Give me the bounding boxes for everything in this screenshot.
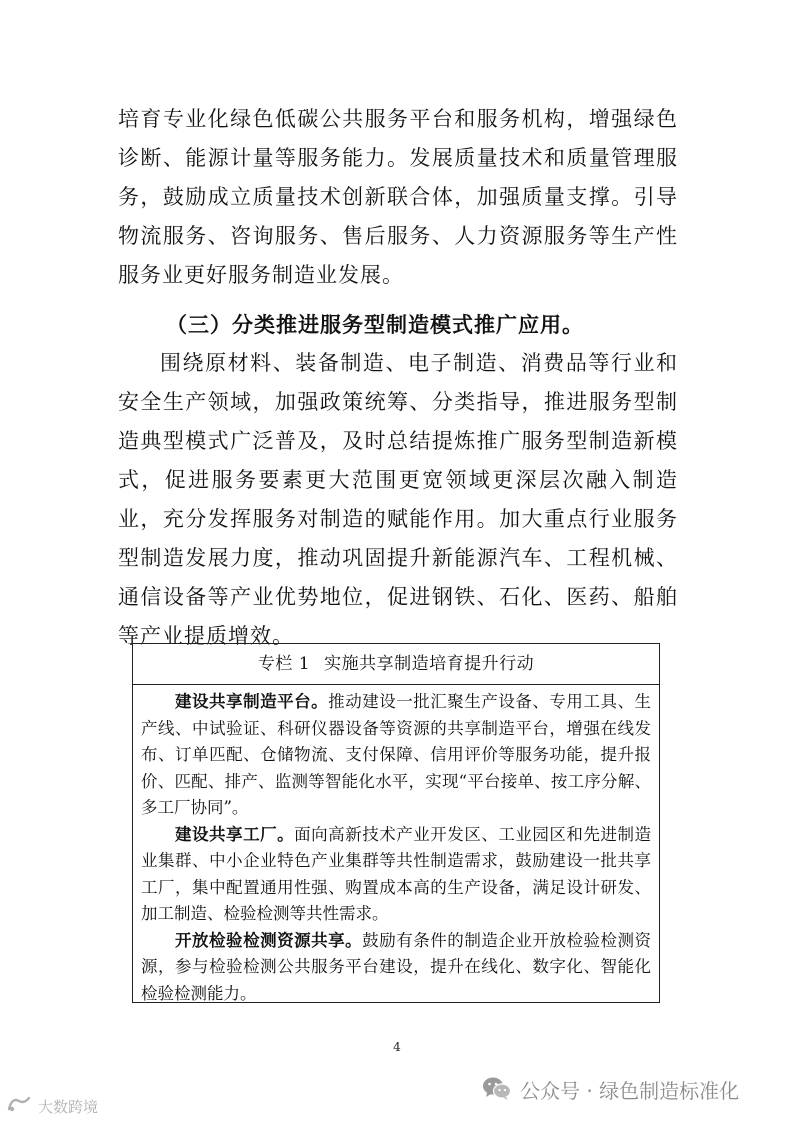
feature-item-1: [141, 689, 651, 822]
corner-watermark-text: 大数跨境: [38, 1097, 99, 1116]
corner-watermark: [6, 1093, 98, 1119]
feature-item-3: [141, 928, 651, 1008]
section-heading: （三）分类推进服务型制造模式推广应用。: [166, 312, 584, 337]
feature-item-2-lead: 建设共享工厂。: [175, 824, 295, 844]
body-paragraph-2: 围绕原材料、装备制造、电子制造、消费品等行业和安全生产领域，加强政策统筹、分类指导，推进服务型制造典型模式广泛普及，及时总结提炼推广服务型制造新模式，促进服务要素更大范围更宽领域更深层次融入制造业，充分发挥服务对制造的赋能作用。加大重点行业服务型制造发展力度，推动巩固提升新能源汽车、工程机械、通信设备等产业优势地位，促进钢铁、石化、医药、船舶等产业提质增效。: [118, 351, 678, 648]
feature-item-2-text: 面向高新技术产业开发区、工业园区和先进制造业集群、中小企业特色产业集群等共性制造需求，鼓励建设一批共享工厂，集中配置通用性强、购置成本高的生产设备，满足设计研发、加工制造、检验检测等共性需求。: [141, 824, 652, 923]
feature-box-heading: 实施共享制造培育提升行动: [324, 654, 535, 674]
feature-box-body: [133, 685, 659, 1007]
watermark-logo-icon: [6, 1095, 32, 1117]
feature-box-label: 专栏 1: [257, 654, 311, 674]
feature-box-title: [133, 644, 659, 685]
wechat-account-label: 公众号 · 绿色制造标准化: [520, 1078, 740, 1103]
feature-item-3-text: 鼓励有条件的制造企业开放检验检测资源，参与检验检测公共服务平台建设，提升在线化、数字化、智能化检验检测能力。: [141, 930, 652, 1003]
wechat-icon: [482, 1076, 512, 1102]
body-paragraph-1: 培育专业化绿色低碳公共服务平台和服务机构，增强绿色诊断、能源计量等服务能力。发展质量技术和质量管理服务，鼓励成立质量技术创新联合体，加强质量支撑。引导物流服务、咨询服务、售后服务、人力资源服务等生产性服务业更好服务制造业发展。: [118, 107, 678, 287]
feature-item-3-lead: 开放检验检测资源共享。: [175, 930, 363, 950]
feature-item-1-text: 推动建设一批汇聚生产设备、专用工具、生产线、中试验证、科研仪器设备等资源的共享制造平台，增强在线发布、订单匹配、仓储物流、支付保障、信用评价等服务功能，提升报价、匹配、排产、监测等智能化水平，实现“平台接单、按工序分解、多工厂协同”。: [141, 692, 652, 817]
page-number: 4: [393, 1040, 401, 1054]
wechat-watermark: [482, 1071, 739, 1107]
feature-box: [132, 643, 660, 1003]
feature-item-1-lead: 建设共享制造平台。: [175, 692, 329, 711]
feature-item-2: [141, 822, 651, 928]
